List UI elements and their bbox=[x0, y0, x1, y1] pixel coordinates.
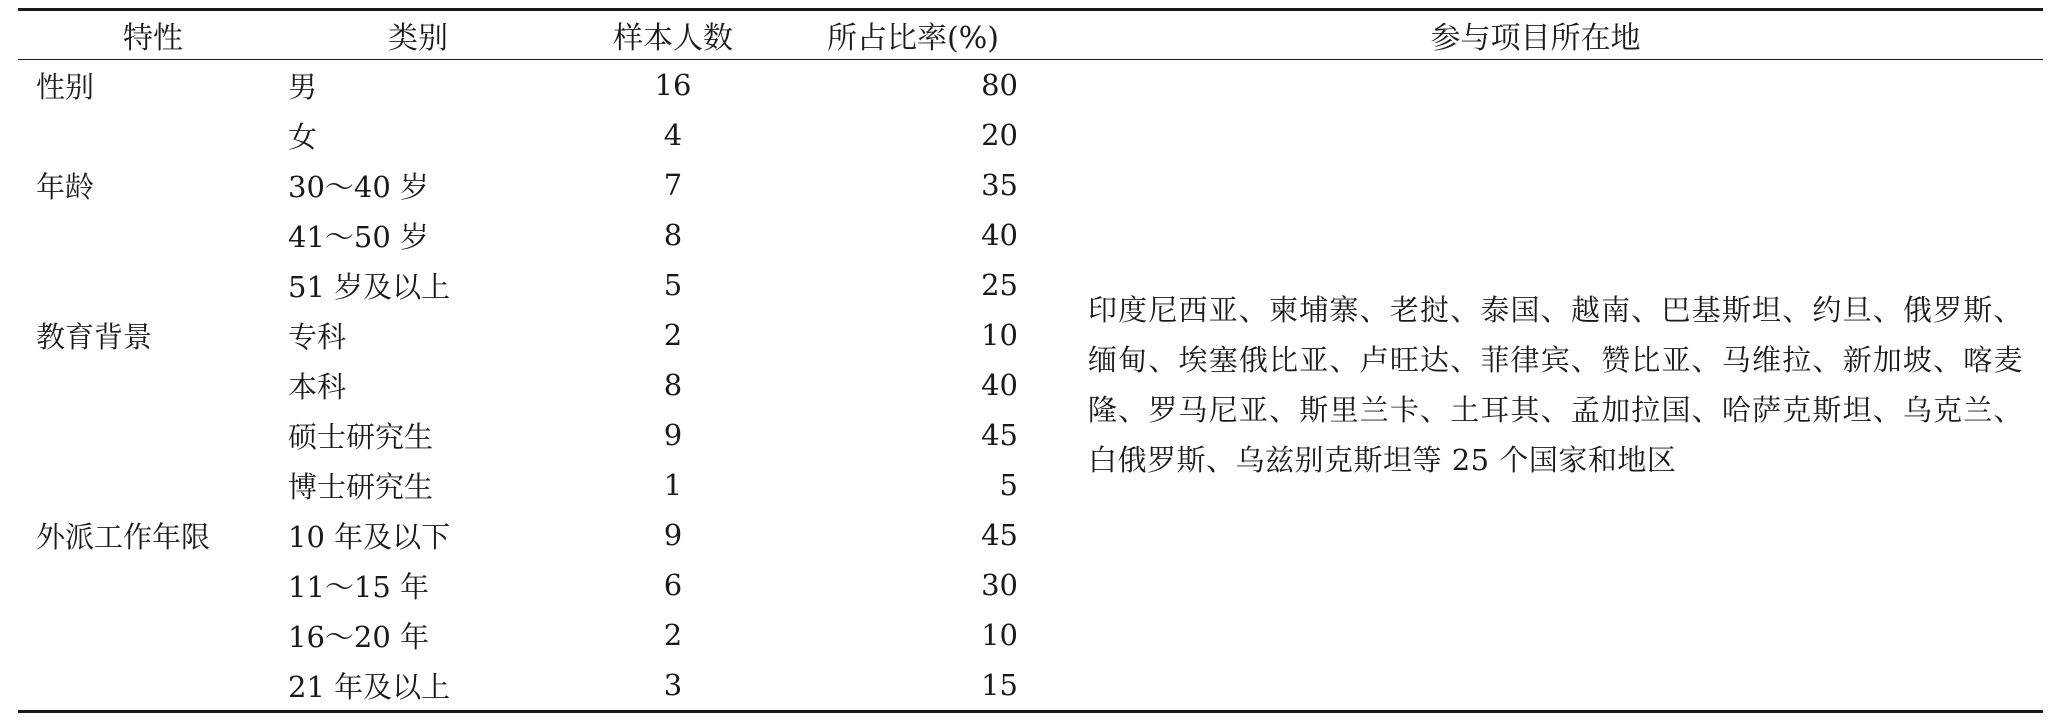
row-count: 6 bbox=[663, 568, 683, 602]
row-count: 8 bbox=[663, 368, 683, 402]
row-attribute bbox=[18, 260, 288, 310]
row-count: 7 bbox=[663, 168, 683, 202]
row-attribute bbox=[18, 410, 288, 460]
row-attribute bbox=[18, 460, 288, 510]
row-attribute: 年龄 bbox=[36, 169, 95, 204]
header-category: 类别 bbox=[288, 10, 548, 60]
row-category: 11～15 年 bbox=[288, 569, 430, 604]
row-count: 9 bbox=[663, 518, 683, 552]
row-percentage: 35 bbox=[981, 168, 1018, 202]
table-row bbox=[18, 60, 2043, 111]
row-attribute: 教育背景 bbox=[36, 319, 153, 354]
row-category: 10 年及以下 bbox=[288, 519, 451, 554]
row-category: 16～20 年 bbox=[288, 619, 430, 654]
row-category: 女 bbox=[288, 119, 318, 154]
row-count: 16 bbox=[654, 68, 692, 102]
row-category: 51 岁及以上 bbox=[288, 269, 451, 304]
row-attribute: 外派工作年限 bbox=[36, 519, 211, 554]
row-percentage: 45 bbox=[981, 418, 1018, 452]
row-attribute bbox=[18, 110, 288, 160]
row-count: 2 bbox=[663, 318, 683, 352]
sample-profile-table bbox=[18, 8, 2043, 713]
row-category: 30～40 岁 bbox=[288, 169, 430, 204]
row-percentage: 10 bbox=[981, 618, 1018, 652]
row-category: 本科 bbox=[288, 369, 347, 404]
row-count: 9 bbox=[663, 418, 683, 452]
header-attribute: 特性 bbox=[18, 10, 288, 60]
row-count: 1 bbox=[663, 468, 683, 502]
row-percentage: 80 bbox=[981, 68, 1018, 102]
row-percentage: 45 bbox=[981, 518, 1018, 552]
row-attribute bbox=[18, 360, 288, 410]
row-count: 8 bbox=[663, 218, 683, 252]
row-category: 41～50 岁 bbox=[288, 219, 430, 254]
row-category: 硕士研究生 bbox=[288, 419, 434, 454]
header-sample-count: 样本人数 bbox=[548, 10, 798, 60]
row-count: 3 bbox=[663, 668, 683, 702]
row-percentage: 15 bbox=[981, 668, 1018, 702]
row-percentage: 40 bbox=[981, 368, 1018, 402]
header-project-locations: 参与项目所在地 bbox=[1028, 10, 2043, 60]
row-percentage: 25 bbox=[981, 268, 1018, 302]
project-locations-cell: 印度尼西亚、柬埔寨、老挝、泰国、越南、巴基斯坦、约旦、俄罗斯、缅甸、埃塞俄比亚、卢旺达、菲律宾、赞比亚、马维拉、新加坡、喀麦隆、罗马尼亚、斯里兰卡、土耳其、孟加拉国、哈萨克斯坦、乌克兰、白俄罗斯、乌兹别克斯坦等 25 个国家和地区 bbox=[1088, 293, 2023, 477]
row-category: 博士研究生 bbox=[288, 469, 434, 504]
row-percentage: 30 bbox=[981, 568, 1018, 602]
row-percentage: 10 bbox=[981, 318, 1018, 352]
row-percentage: 5 bbox=[999, 468, 1018, 502]
row-category: 21 年及以上 bbox=[288, 669, 451, 704]
row-category: 男 bbox=[288, 69, 318, 104]
row-attribute bbox=[18, 210, 288, 260]
table-header-row bbox=[18, 10, 2043, 60]
row-attribute bbox=[18, 610, 288, 660]
header-percentage: 所占比率(%) bbox=[798, 10, 1028, 60]
row-count: 2 bbox=[663, 618, 683, 652]
row-count: 4 bbox=[663, 118, 683, 152]
sample-profile-table-wrapper bbox=[18, 8, 2043, 713]
row-category: 专科 bbox=[288, 319, 347, 354]
row-percentage: 20 bbox=[981, 118, 1018, 152]
row-attribute bbox=[18, 560, 288, 610]
row-count: 5 bbox=[663, 268, 683, 302]
row-percentage: 40 bbox=[981, 218, 1018, 252]
row-attribute: 性别 bbox=[36, 69, 95, 104]
row-attribute bbox=[18, 660, 288, 712]
